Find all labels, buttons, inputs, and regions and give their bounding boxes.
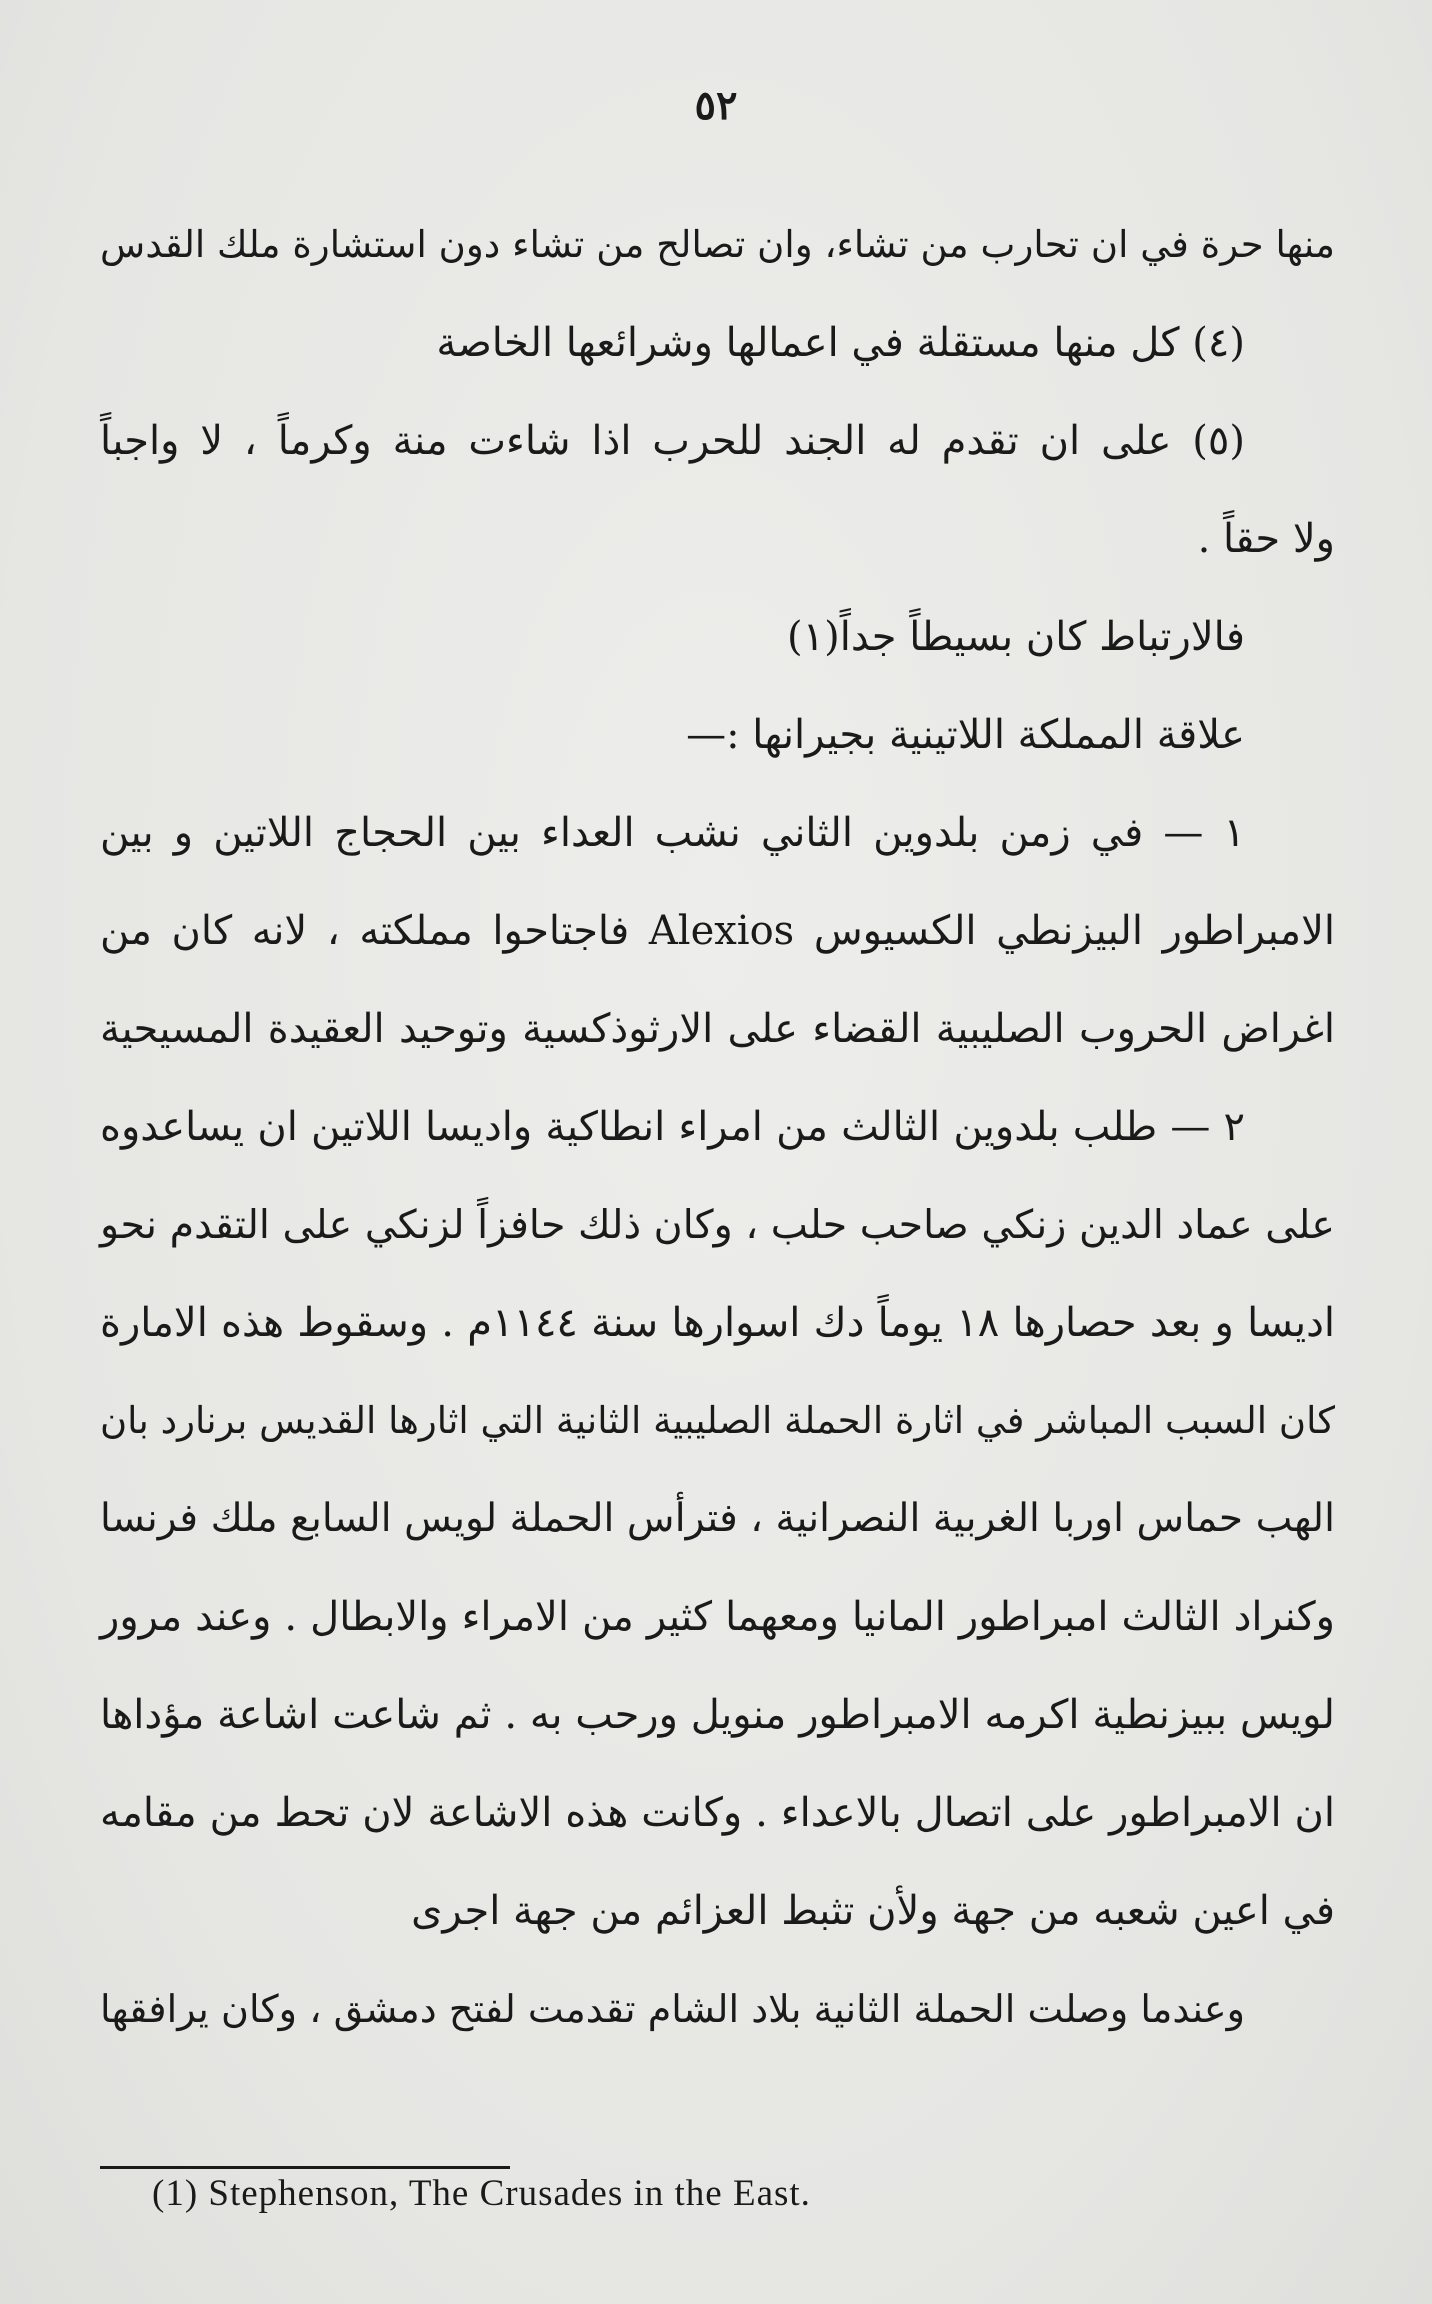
body-text <box>100 196 1335 2058</box>
footnote: (1) Stephenson, The Crusades in the East. <box>152 2173 811 2214</box>
text-line: وعندما وصلت الحملة الثانية بلاد الشام تقدمت لفتح دمشق ، وكان يرافقها <box>100 1987 1245 2031</box>
text-line: لويس ببيزنطية اكرمه الامبراطور منويل ورحب به . ثم شاعت اشاعة مؤداها <box>100 1692 1335 1738</box>
text-line: علاقة المملكة اللاتينية بجيرانها :— <box>686 712 1245 758</box>
footnote-divider <box>100 2166 510 2169</box>
text-line: على عماد الدين زنكي صاحب حلب ، وكان ذلك حافزاً لزنكي على التقدم نحو <box>100 1202 1335 1248</box>
text-line: ان الامبراطور على اتصال بالاعداء . وكانت هذه الاشاعة لان تحط من مقامه <box>100 1790 1335 1836</box>
text-line: اغراض الحروب الصليبية القضاء على الارثوذكسية وتوحيد العقيدة المسيحية <box>100 1006 1335 1052</box>
text-line: ٢ — طلب بلدوين الثالث من امراء انطاكية واديسا اللاتين ان يساعدوه <box>100 1104 1245 1150</box>
text-line: كان السبب المباشر في اثارة الحملة الصليبية الثانية التي اثارها القديس برنارد بان <box>100 1399 1335 1442</box>
text-line: وكنراد الثالث امبراطور المانيا ومعهما كثير من الامراء والابطال . وعند مرور <box>100 1594 1335 1640</box>
text-line: (٤) كل منها مستقلة في اعمالها وشرائعها الخاصة <box>436 320 1245 366</box>
text-line: الامبراطور البيزنطي الكسيوس Alexios فاجتاحوا مملكته ، لانه كان من <box>100 908 1336 954</box>
text-line: ١ — في زمن بلدوين الثاني نشب العداء بين الحجاج اللاتين و بين <box>100 810 1245 856</box>
text-line: فالارتباط كان بسيطاً جداً(١) <box>787 614 1245 660</box>
text-line: في اعين شعبه من جهة ولأن تثبط العزائم من جهة اجرى <box>411 1888 1335 1934</box>
page-number: ٥٢ <box>694 82 738 129</box>
text-line: الهب حماس اوربا الغربية النصرانية ، فترأس الحملة لويس السابع ملك فرنسا <box>100 1496 1335 1541</box>
text-line: منها حرة في ان تحارب من تشاء، وان تصالح من تشاء دون استشارة ملك القدس <box>100 223 1335 266</box>
text-line: ولا حقاً . <box>1197 516 1335 562</box>
text-line: (٥) على ان تقدم له الجند للحرب اذا شاءت منة وكرماً ، لا واجباً <box>100 418 1245 464</box>
text-line: اديسا و بعد حصارها ١٨ يوماً دك اسوارها سنة ١١٤٤م . وسقوط هذه الامارة <box>100 1300 1336 1346</box>
